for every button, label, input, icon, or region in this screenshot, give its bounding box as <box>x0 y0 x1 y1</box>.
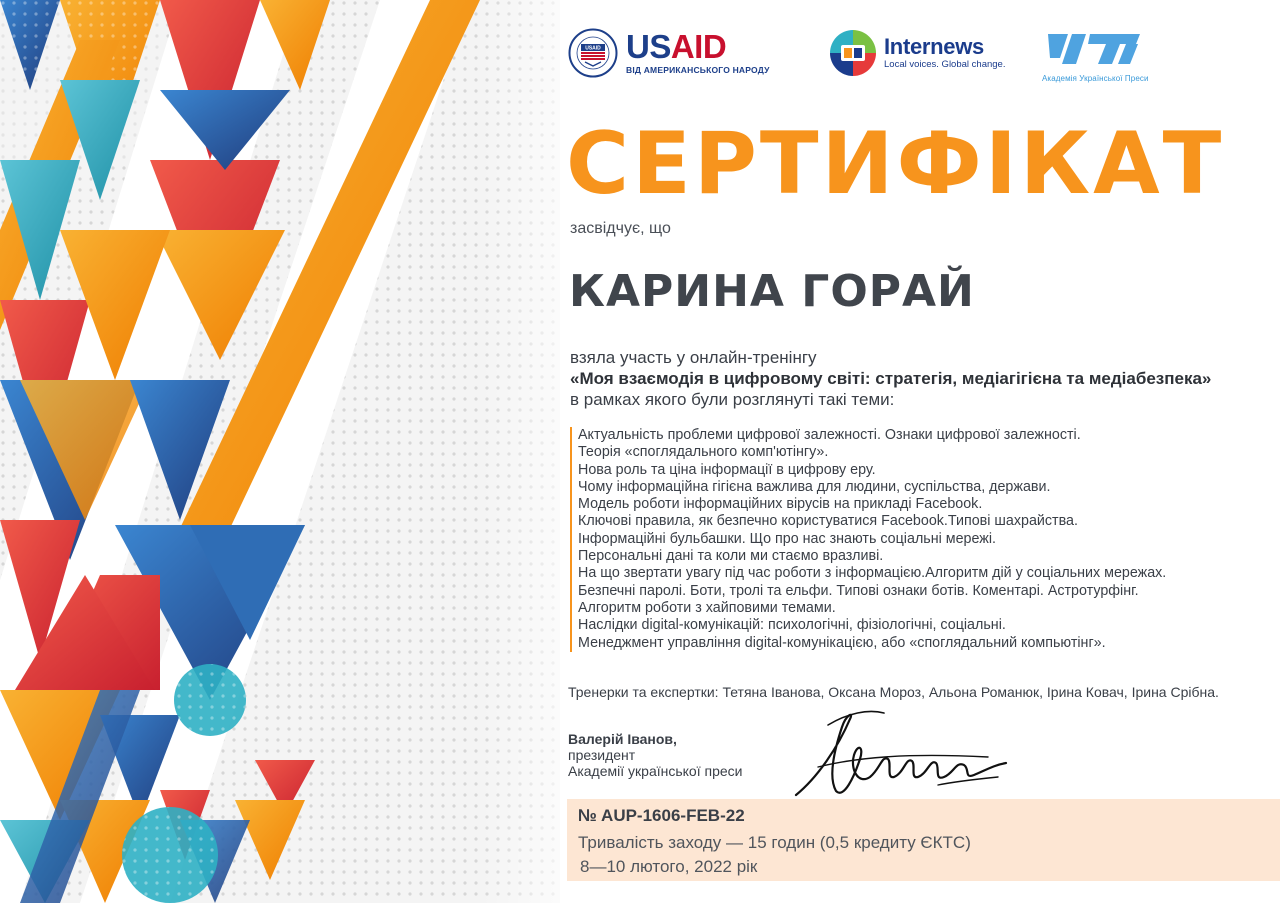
certificate-title: СЕРТИФІКАТ <box>566 114 1225 214</box>
usaid-aid-text: AID <box>670 28 727 65</box>
signature-image <box>788 707 1013 802</box>
course-title: «Моя взаємодія в цифровому світі: стратегія, медіагігієна та медіабезпека» <box>570 369 1212 388</box>
topic-item: Інформаційні бульбашки. Що про нас знають соціальні мережі. <box>578 530 997 547</box>
usaid-logo <box>568 28 770 78</box>
usaid-subtitle: ВІД АМЕРИКАНСЬКОГО НАРОДУ <box>626 65 770 75</box>
topic-item: На що звертати увагу під час роботи з інформацією.Алгоритм дій у соціальних мережах. <box>578 565 1167 582</box>
partner-logos <box>568 26 1268 86</box>
recipient-name: КАРИНА ГОРАЙ <box>569 266 975 317</box>
topics-list <box>570 427 1166 652</box>
usaid-wordmark <box>626 28 770 65</box>
intro-line-1: взяла участь у онлайн-тренінгу <box>570 348 817 367</box>
usaid-us-text: US <box>626 28 671 65</box>
topic-item: Персональні дані та коли ми стаємо вразливі. <box>578 548 884 565</box>
topic-item: Менеджмент управління digital-комунікацією, або «споглядальний компьютінг». <box>578 634 1106 651</box>
event-dates: 8—10 лютого, 2022 рік <box>580 857 758 876</box>
signer-block <box>568 731 742 779</box>
trainers-list: Тренерки та експертки: Тетяна Іванова, Оксана Мороз, Альона Романюк, Ірина Ковач, Ірина Срібна. <box>568 684 1219 700</box>
aup-logo <box>1042 30 1149 83</box>
aup-mark-icon <box>1042 30 1146 68</box>
aup-caption: Академія Української Преси <box>1042 74 1149 83</box>
intro-line-3: в рамках якого були розглянуті такі теми: <box>570 390 895 409</box>
usaid-seal-center-text: USAID <box>585 45 601 52</box>
signer-name: Валерій Іванов, <box>568 731 677 747</box>
internews-mark-icon <box>828 28 878 78</box>
signer-role: президент <box>568 747 636 763</box>
topic-item: Модель роботи інформаційних вірусів на прикладі Facebook. <box>578 496 983 513</box>
internews-name: Internews <box>884 34 984 59</box>
certificate-number: № AUP-1606-FEB-22 <box>578 806 745 825</box>
certificate-subtitle: засвідчує, що <box>570 220 671 237</box>
topic-item: Актуальність проблеми цифрової залежності. Ознаки цифрової залежності. <box>578 427 1081 443</box>
event-duration: Тривалість заходу — 15 годин (0,5 кредиту ЄКТС) <box>578 833 971 852</box>
usaid-seal-icon <box>568 28 618 78</box>
course-intro <box>570 347 1211 410</box>
topic-item: Нова роль та ціна інформації в цифрову еру. <box>578 461 876 478</box>
topic-item: Ключові правила, як безпечно користуватися Facebook.Типові шахрайства. <box>578 513 1078 530</box>
topic-item: Наслідки digital-комунікацій: психологічні, фізіологічні, соціальні. <box>578 617 1006 634</box>
internews-logo <box>828 28 1005 78</box>
topic-item: Безпечні паролі. Боти, тролі та ельфи. Типові ознаки ботів. Коментарі. Астротурфінг. <box>578 582 1139 599</box>
decorative-geometric-panel <box>0 0 600 903</box>
signer-organization: Академії української преси <box>568 763 743 779</box>
topic-item: Чому інформаційна гігієна важлива для людини, суспільства, держави. <box>578 478 1051 495</box>
topic-item: Алгоритм роботи з хайповими темами. <box>578 599 836 616</box>
certificate-info-box <box>567 799 1280 881</box>
topic-item: Теорія «споглядального комп'ютінгу». <box>578 444 829 461</box>
internews-tagline: Local voices. Global change. <box>884 59 1006 70</box>
